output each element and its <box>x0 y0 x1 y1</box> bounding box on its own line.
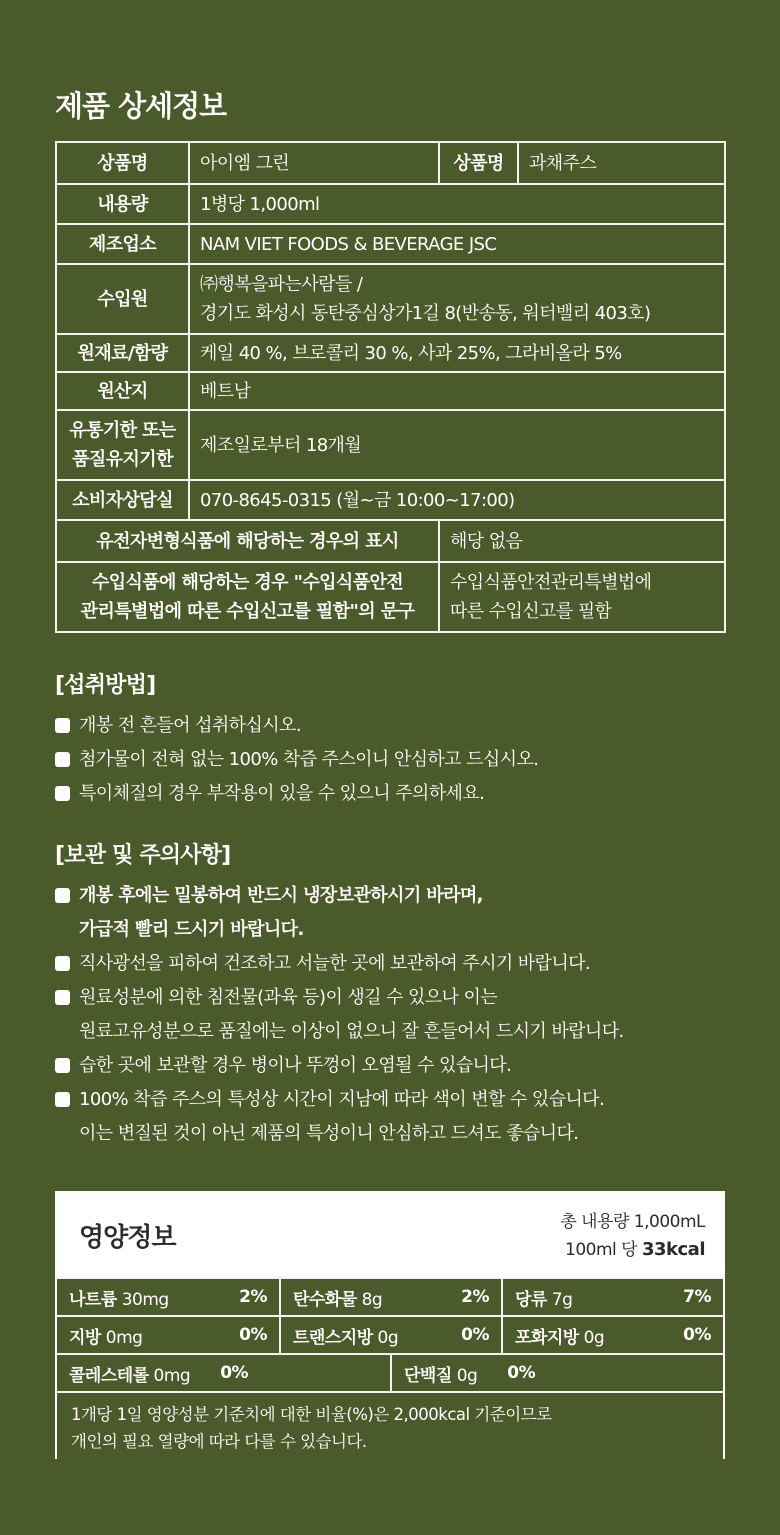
square-bullet-icon <box>55 1058 70 1073</box>
nutrient-cell <box>390 1355 723 1391</box>
square-bullet-icon <box>55 956 70 971</box>
list-item-continuation <box>55 913 755 947</box>
spec-label: 원재료/함량 <box>56 334 189 372</box>
nutrient-amount: 30mg <box>121 1289 169 1310</box>
square-bullet-icon <box>55 990 70 1005</box>
import-value-line: 따른 수입신고를 필함 <box>450 601 612 622</box>
list-item-text: 특이체질의 경우 부작용이 있을 수 있으니 주의하세요. <box>79 783 485 804</box>
table-row <box>56 562 725 632</box>
spec-value: 070-8645-0315 (월~금 10:00~17:00) <box>189 480 725 520</box>
note-line: 1개당 1일 영양성분 기준치에 대한 비율(%)은 2,000kcal 기준이므로 <box>71 1405 552 1424</box>
nutrient-cell <box>279 1279 501 1315</box>
spec-label: 소비자상담실 <box>56 480 189 520</box>
list-item <box>55 1083 755 1117</box>
importer-line: 경기도 화성시 동탄중심상가1길 8(반송동, 워터밸리 403호) <box>200 303 651 324</box>
spec-value: 해당 없음 <box>439 520 725 562</box>
table-row <box>56 410 725 480</box>
nutrient-percent: 0% <box>220 1363 249 1383</box>
nutrient-name: 당류 <box>515 1289 547 1310</box>
nutrient-amount: 0mg <box>153 1365 191 1386</box>
nutrient-percent: 7% <box>683 1287 711 1307</box>
page-title: 제품 상세정보 <box>55 89 227 123</box>
nutrient-amount: 7g <box>551 1289 573 1310</box>
import-value-line: 수입식품안전관리특별법에 <box>450 572 652 593</box>
list-item-continuation <box>55 1117 755 1151</box>
nutrition-header <box>57 1193 723 1277</box>
list-item-text: 이는 변질된 것이 아닌 제품의 특성이니 안심하고 드셔도 좋습니다. <box>79 1123 579 1144</box>
storage-title: [보관 및 주의사항] <box>55 843 231 868</box>
spec-value: 케일 40 %, 브로콜리 30 %, 사과 25%, 그라비올라 5% <box>189 334 725 372</box>
nutrient-percent: 2% <box>239 1287 267 1307</box>
square-bullet-icon <box>55 888 70 903</box>
table-row <box>56 520 725 562</box>
square-bullet-icon <box>55 752 70 767</box>
list-item <box>55 777 755 811</box>
nutrient-name: 탄수화물 <box>293 1289 357 1310</box>
nutrient-name: 트랜스지방 <box>293 1327 373 1348</box>
intake-list <box>55 709 755 811</box>
nutrient-name: 포화지방 <box>515 1327 579 1348</box>
list-item <box>55 743 755 777</box>
nutrient-cell <box>279 1317 501 1353</box>
nutrient-name: 콜레스테롤 <box>69 1365 149 1386</box>
product-spec-table <box>55 141 726 633</box>
table-row <box>56 334 725 372</box>
spec-value: 1병당 1,000ml <box>189 184 725 224</box>
intake-section <box>55 668 755 811</box>
nutrient-amount: 0mg <box>105 1327 143 1348</box>
list-item <box>55 879 755 913</box>
nutrient-amount: 8g <box>361 1289 383 1310</box>
total-volume: 총 내용량 1,000mL <box>560 1212 705 1232</box>
spec-label: 제조업소 <box>56 224 189 264</box>
nutrient-name: 단백질 <box>404 1365 452 1386</box>
list-item-text: 100% 착즙 주스의 특성상 시간이 지남에 따라 색이 변할 수 있습니다. <box>79 1089 605 1110</box>
table-row <box>56 142 725 184</box>
square-bullet-icon <box>55 786 70 801</box>
nutrient-percent: 0% <box>461 1325 489 1345</box>
nutrient-amount: 0g <box>377 1327 399 1348</box>
spec-label: 상품명 <box>56 142 189 184</box>
nutrition-panel <box>55 1191 725 1459</box>
nutrient-cell <box>57 1279 279 1315</box>
nutrition-total <box>560 1209 705 1264</box>
calories: 33kcal <box>641 1239 705 1260</box>
spec-value: 과채주스 <box>518 142 725 184</box>
per-serving-prefix: 100ml 당 <box>565 1240 642 1260</box>
spec-value <box>439 562 725 632</box>
note-line: 개인의 필요 열량에 따라 다를 수 있습니다. <box>71 1432 367 1451</box>
import-label-line: 관리특별법에 따른 수입신고를 필함"의 문구 <box>80 601 415 622</box>
table-row <box>56 224 725 264</box>
storage-section <box>55 838 755 1151</box>
nutrient-cell <box>501 1317 723 1353</box>
nutrient-name: 나트륨 <box>69 1289 117 1310</box>
spec-value: 제조일로부터 18개월 <box>189 410 725 480</box>
spec-value: 베트남 <box>189 372 725 410</box>
list-item <box>55 1049 755 1083</box>
nutrient-amount: 0g <box>456 1365 478 1386</box>
import-label-line: 수입식품에 해당하는 경우 "수입식품안전 <box>91 572 404 593</box>
spec-value: NAM VIET FOODS & BEVERAGE JSC <box>189 224 725 264</box>
nutrient-name: 지방 <box>69 1327 101 1348</box>
table-row <box>56 372 725 410</box>
nutrient-amount: 0g <box>583 1327 605 1348</box>
list-item-text: 개봉 후에는 밀봉하여 반드시 냉장보관하시기 바라며, <box>79 885 483 906</box>
list-item-text: 가급적 빨리 드시기 바랍니다. <box>79 919 304 940</box>
nutrient-cell <box>57 1355 390 1391</box>
importer-line: ㈜행복을파는사람들 / <box>200 274 363 295</box>
list-item-text: 첨가물이 전혀 없는 100% 착즙 주스이니 안심하고 드십시오. <box>79 749 539 770</box>
square-bullet-icon <box>55 1092 70 1107</box>
expiry-label-line: 품질유지기한 <box>72 449 173 470</box>
table-row <box>56 264 725 334</box>
list-item-text: 원료성분에 의한 침전물(과육 등)이 생길 수 있으나 이는 <box>79 987 498 1008</box>
list-item-continuation <box>55 1015 755 1049</box>
nutrient-percent: 0% <box>683 1325 711 1345</box>
nutrition-grid <box>57 1277 723 1461</box>
table-row <box>56 184 725 224</box>
per-serving <box>560 1236 705 1264</box>
list-item <box>55 709 755 743</box>
spec-label: 수입원 <box>56 264 189 334</box>
spec-label <box>56 562 439 632</box>
list-item-text: 원료고유성분으로 품질에는 이상이 없으니 잘 흔들어서 드시기 바랍니다. <box>79 1021 624 1042</box>
spec-label: 원산지 <box>56 372 189 410</box>
nutrition-note <box>57 1391 723 1461</box>
nutrient-percent: 0% <box>239 1325 267 1345</box>
table-row <box>56 480 725 520</box>
spec-label <box>56 410 189 480</box>
list-item-text: 직사광선을 피하여 건조하고 서늘한 곳에 보관하여 주시기 바랍니다. <box>79 953 591 974</box>
intake-title: [섭취방법] <box>55 673 156 698</box>
list-item <box>55 947 755 981</box>
nutrient-percent: 0% <box>507 1363 536 1383</box>
expiry-label-line: 유통기한 또는 <box>69 420 176 441</box>
nutrition-row <box>57 1277 723 1315</box>
nutrient-cell <box>501 1279 723 1315</box>
spec-label: 유전자변형식품에 해당하는 경우의 표시 <box>56 520 439 562</box>
list-item-text: 습한 곳에 보관할 경우 병이나 뚜껑이 오염될 수 있습니다. <box>79 1055 512 1076</box>
square-bullet-icon <box>55 718 70 733</box>
spec-value: 아이엠 그린 <box>189 142 439 184</box>
storage-list <box>55 879 755 1151</box>
spec-label: 상품명 <box>439 142 518 184</box>
nutrient-percent: 2% <box>461 1287 489 1307</box>
nutrition-row <box>57 1315 723 1353</box>
spec-label: 내용량 <box>56 184 189 224</box>
nutrient-cell <box>57 1317 279 1353</box>
nutrition-row <box>57 1353 723 1391</box>
list-item-text: 개봉 전 흔들어 섭취하십시오. <box>79 715 301 736</box>
spec-value <box>189 264 725 334</box>
list-item <box>55 981 755 1015</box>
nutrition-title: 영양정보 <box>79 1223 176 1253</box>
